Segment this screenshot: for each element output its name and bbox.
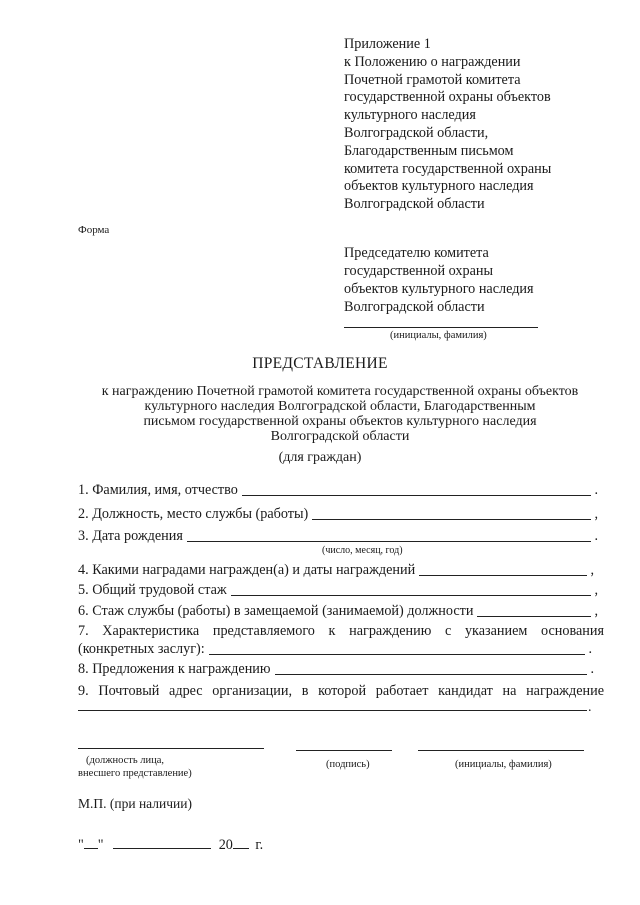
form-page: Приложение 1 к Положению о награждении Почетной грамотой комитета государственной охраны объектов культурного наследия Волгоградской области, Благодарственным письмом комитета государственной охраны объектов культурного наследия Волгоградской области Форма Председателю комитета государственной охраны объектов культурного наследия Волгоградской области (инициалы, фамилия) ПРЕДСТАВЛЕНИЕ к награждению Почетной грамотой комитета государственной охраны объектов культурного наследия Волгоградской области, Благодарственным письмом государственной охраны объектов культурного наследия Волгоградской области (для граждан) 1. Фамилия, имя, отчество . 2. Должность, место службы (работы) , 3. Дата рождения . (число, месяц, год) 4. Какими наградами награжден(а) и даты награждений , 5. Общий трудовой стаж , 6. Стаж службы (работы) в замещаемой (занимаемой) должности , 7. Характеристика представляемого к награждению с указанием основания (конкретных заслуг): . 8. Предложения к награждению . 9. Почтовый адрес организации, в которой работает кандидат на награждение . (должность лица, внесшего представление) (подпись) (инициалы, фамилия) М.П. (при наличии) " " 20 г. <box>0 0 640 905</box>
date-day-line[interactable] <box>84 836 98 849</box>
date-open-quote: " <box>78 837 84 853</box>
field-characteristic-line[interactable] <box>209 642 586 655</box>
field-award-proposal-line[interactable] <box>275 662 588 675</box>
addressee-name-line[interactable] <box>344 327 538 328</box>
appendix-line: комитета государственной охраны <box>344 160 552 177</box>
representative-position-line[interactable] <box>78 748 264 749</box>
document-subtitle <box>40 384 640 444</box>
appendix-line: Почетной грамотой комитета <box>344 71 521 88</box>
field-birth-date-label: 3. Дата рождения <box>78 528 183 544</box>
subtitle-line: письмом государственной охраны объектов культурного наследия <box>143 414 537 429</box>
date-row <box>78 836 263 854</box>
addressee-line: Председателю комитета <box>344 245 489 261</box>
addressee-line: объектов культурного наследия <box>344 281 534 297</box>
field-work-experience-line[interactable] <box>231 583 592 596</box>
field-birth-date: 3. Дата рождения . <box>78 528 598 544</box>
field-position-line[interactable] <box>312 507 591 520</box>
field-service-length-line[interactable] <box>477 604 591 617</box>
field-position-label: 2. Должность, место службы (работы) <box>78 506 309 522</box>
signature-line[interactable] <box>296 750 392 751</box>
appendix-line: Волгоградской области, <box>344 124 489 141</box>
field-full-name-label: 1. Фамилия, имя, отчество <box>78 482 238 498</box>
appendix-line: Благодарственным письмом <box>344 142 514 159</box>
appendix-line: культурного наследия <box>344 107 476 124</box>
field-awards-line[interactable] <box>419 563 587 576</box>
representative-position-note-line1: (должность лица, <box>86 755 165 766</box>
field-full-name-line[interactable] <box>242 483 592 496</box>
appendix-line: Волгоградской области <box>344 196 485 213</box>
field-service-length-label: 6. Стаж службы (работы) в замещаемой (занимаемой) должности <box>78 603 474 619</box>
field-characteristic: (конкретных заслуг): . <box>78 641 592 657</box>
addressee-line: государственной охраны <box>344 263 494 279</box>
field-service-length: 6. Стаж службы (работы) в замещаемой (занимаемой) должности , <box>78 603 598 619</box>
field-postal-address-line[interactable] <box>78 710 587 711</box>
appendix-line: Приложение 1 <box>344 36 431 52</box>
field-characteristic-label-line1: 7. Характеристика представляемого к награждению с указанием основания <box>78 623 604 639</box>
field-postal-address-label: 9. Почтовый адрес организации, в которой работает кандидат на награждение <box>78 683 604 699</box>
stamp-note: М.П. (при наличии) <box>78 796 192 811</box>
field-award-proposal-label: 8. Предложения к награждению <box>78 661 271 677</box>
field-full-name: 1. Фамилия, имя, отчество . <box>78 482 598 498</box>
appendix-line: государственной охраны объектов <box>344 89 551 106</box>
addressee-line: Волгоградской области <box>344 299 485 315</box>
initials-note: (инициалы, фамилия) <box>455 759 552 770</box>
document-title: ПРЕДСТАВЛЕНИЕ <box>252 355 388 372</box>
initials-line[interactable] <box>418 750 584 751</box>
field-characteristic-label-line2: (конкретных заслуг): <box>78 641 205 657</box>
date-month-line[interactable] <box>113 836 211 849</box>
signature-note: (подпись) <box>326 759 370 770</box>
field-birth-date-note: (число, месяц, год) <box>322 545 403 556</box>
appendix-line: объектов культурного наследия <box>344 178 534 195</box>
date-year-prefix: 20 <box>218 837 233 853</box>
representative-position-note-line2: внесшего представление) <box>78 768 192 779</box>
field-work-experience-label: 5. Общий трудовой стаж <box>78 582 227 598</box>
addressee-name-note: (инициалы, фамилия) <box>390 330 487 341</box>
field-award-proposal: 8. Предложения к награждению . <box>78 661 594 677</box>
date-year-suffix: г. <box>255 837 264 853</box>
appendix-line: к Положению о награждении <box>344 53 521 70</box>
form-label: Форма <box>78 224 110 236</box>
field-awards-label: 4. Какими наградами награжден(а) и даты награждений <box>78 562 416 578</box>
audience-label: (для граждан) <box>278 450 362 465</box>
subtitle-line: к награждению Почетной грамотой комитета государственной охраны объектов <box>101 384 579 399</box>
subtitle-line: культурного наследия Волгоградской области, Благодарственным <box>144 399 536 414</box>
date-close-quote: " <box>97 837 104 853</box>
addressee-block <box>344 244 534 316</box>
field-position: 2. Должность, место службы (работы) , <box>78 506 598 522</box>
field-awards: 4. Какими наградами награжден(а) и даты награждений , <box>78 562 594 578</box>
appendix-header <box>344 36 551 214</box>
subtitle-line: Волгоградской области <box>270 429 410 444</box>
field-birth-date-line[interactable] <box>187 529 592 542</box>
date-year-line[interactable] <box>233 836 249 849</box>
field-work-experience: 5. Общий трудовой стаж , <box>78 582 598 598</box>
